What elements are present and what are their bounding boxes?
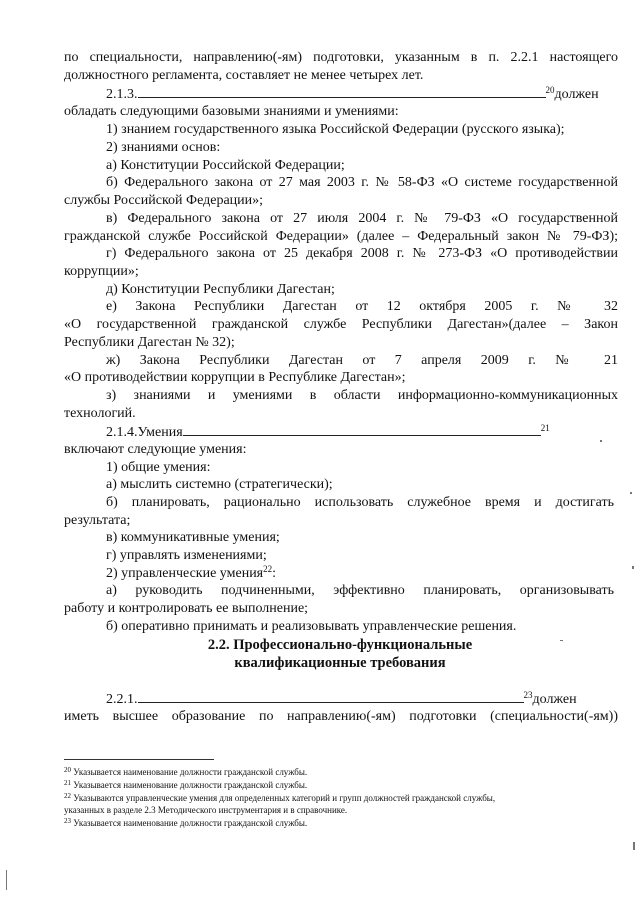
text-line-5: 1) знанием государственного языка Российской Федерации (русского языка);	[106, 122, 565, 137]
scan-speck	[633, 842, 635, 850]
footnote-number: 23	[64, 817, 71, 825]
footnote-text: указанных в разделе 2.3 Методического инструментария и в справочнике.	[64, 805, 348, 815]
scan-speck	[630, 492, 632, 494]
text-line-21: технологий.	[64, 406, 136, 421]
text-line-25: а) мыслить системно (стратегически);	[106, 477, 333, 492]
scan-speck	[560, 640, 563, 641]
text-line-29: г) управлять изменениями;	[106, 548, 267, 563]
footnote-23	[64, 818, 307, 829]
text-line-23: включают следующие умения:	[64, 442, 247, 457]
clause-2-1-4	[106, 423, 550, 441]
clause-number: 2.2.1.	[106, 692, 138, 707]
scan-speck	[632, 566, 634, 569]
text-line-13: коррупции»;	[64, 264, 139, 279]
clause-number: 2.1.4.Умения	[106, 425, 183, 440]
section-heading-line-1: 2.2. Профессионально-функциональные	[207, 637, 473, 653]
text-span-tail: :	[272, 566, 277, 581]
footnote-separator	[64, 759, 214, 760]
text-line-26: б) планировать, рационально использовать служебное время и достигать	[106, 495, 614, 510]
text-line-32: работу и контролировать ее выполнение;	[64, 601, 309, 616]
text-line-2: должностного регламента, составляет не менее четырех лет.	[64, 68, 424, 83]
text-line-20: з) знаниями и умениями в области информационно-коммуникационных	[106, 388, 618, 403]
text-line-14: д) Конституции Республики Дагестан;	[106, 282, 335, 297]
footnote-21	[64, 780, 307, 791]
text-line-7: а) Конституции Российской Федерации;	[106, 158, 345, 173]
footnote-text: Указывается наименование должности гражданской службы.	[73, 780, 308, 790]
footnote-number: 20	[64, 766, 71, 774]
footnote-22	[64, 793, 495, 804]
footnote-20	[64, 767, 307, 778]
text-line-1: по специальности, направлению(-ям) подготовки, указанным в п. 2.2.1 настоящего	[64, 50, 618, 65]
text-line-9: службы Российской Федерации»;	[64, 193, 264, 208]
footnote-ref-21: 21	[540, 423, 550, 433]
text-line-33: б) оперативно принимать и реализовывать управленческие решения.	[106, 619, 517, 634]
text-line-11: гражданской службе Российской Федерации» (далее – Федеральный закон № 79-ФЗ);	[64, 229, 618, 244]
clause-2-1-3	[106, 85, 599, 103]
footnote-22-continued	[64, 805, 347, 816]
clause-tail: должен	[532, 692, 577, 707]
footnote-text: Указываются управленческие умения для определенных категорий и групп должностей гражданской службы,	[73, 793, 496, 803]
footnote-text: Указывается наименование должности гражданской службы.	[73, 818, 308, 828]
text-line-10: в) Федерального закона от 27 июля 2004 г. № 79-ФЗ «О государственной	[106, 211, 618, 226]
text-line-30	[106, 565, 276, 582]
text-line-31: а) руководить подчиненными, эффективно планировать, организовывать	[106, 583, 614, 598]
text-line-16: «О государственной гражданской службе Республики Дагестан»(далее – Закон	[64, 317, 618, 332]
text-line-8: б) Федерального закона от 27 мая 2003 г. № 58-ФЗ «О системе государственной	[106, 175, 618, 190]
footnote-number: 21	[64, 779, 71, 787]
footnote-number: 22	[64, 792, 71, 800]
position-blank	[183, 423, 541, 436]
clause-2-2-1	[106, 690, 577, 708]
clause-tail: должен	[554, 87, 599, 102]
text-span: 2) управленческие умения	[106, 566, 264, 581]
text-line-28: в) коммуникативные умения;	[106, 530, 280, 545]
footnote-text: Указывается наименование должности гражданской службы.	[73, 767, 308, 777]
text-line-18: ж) Закона Республики Дагестан от 7 апреля 2009 г. № 21	[106, 353, 618, 368]
text-line-24: 1) общие умения:	[106, 460, 211, 475]
text-line-17: Республики Дагестан № 32);	[64, 335, 235, 350]
text-line-12: г) Федерального закона от 25 декабря 2008 г. № 273-ФЗ «О противодействии	[106, 246, 618, 261]
text-line-4: обладать следующими базовыми знаниями и умениями:	[64, 104, 399, 119]
position-blank	[138, 85, 546, 98]
text-line-6: 2) знаниями основ:	[106, 140, 221, 155]
position-blank	[138, 690, 524, 703]
text-line-19: «О противодействии коррупции в Республике Дагестан»;	[64, 370, 406, 385]
scan-edge-mark	[6, 870, 7, 890]
text-line-27: результата;	[64, 513, 131, 528]
text-line-15: е) Закона Республики Дагестан от 12 октября 2005 г. № 32	[106, 299, 618, 314]
section-heading-line-2: квалификационные требования	[234, 655, 446, 671]
clause-number: 2.1.3.	[106, 87, 138, 102]
footnote-ref-23: 23	[523, 690, 533, 700]
text-line-35: иметь высшее образование по направлению(-ям) подготовки (специальности(-ям))	[64, 709, 618, 724]
scan-speck	[600, 440, 602, 442]
footnote-ref-20: 20	[545, 85, 555, 95]
footnote-ref-22: 22	[263, 564, 273, 574]
